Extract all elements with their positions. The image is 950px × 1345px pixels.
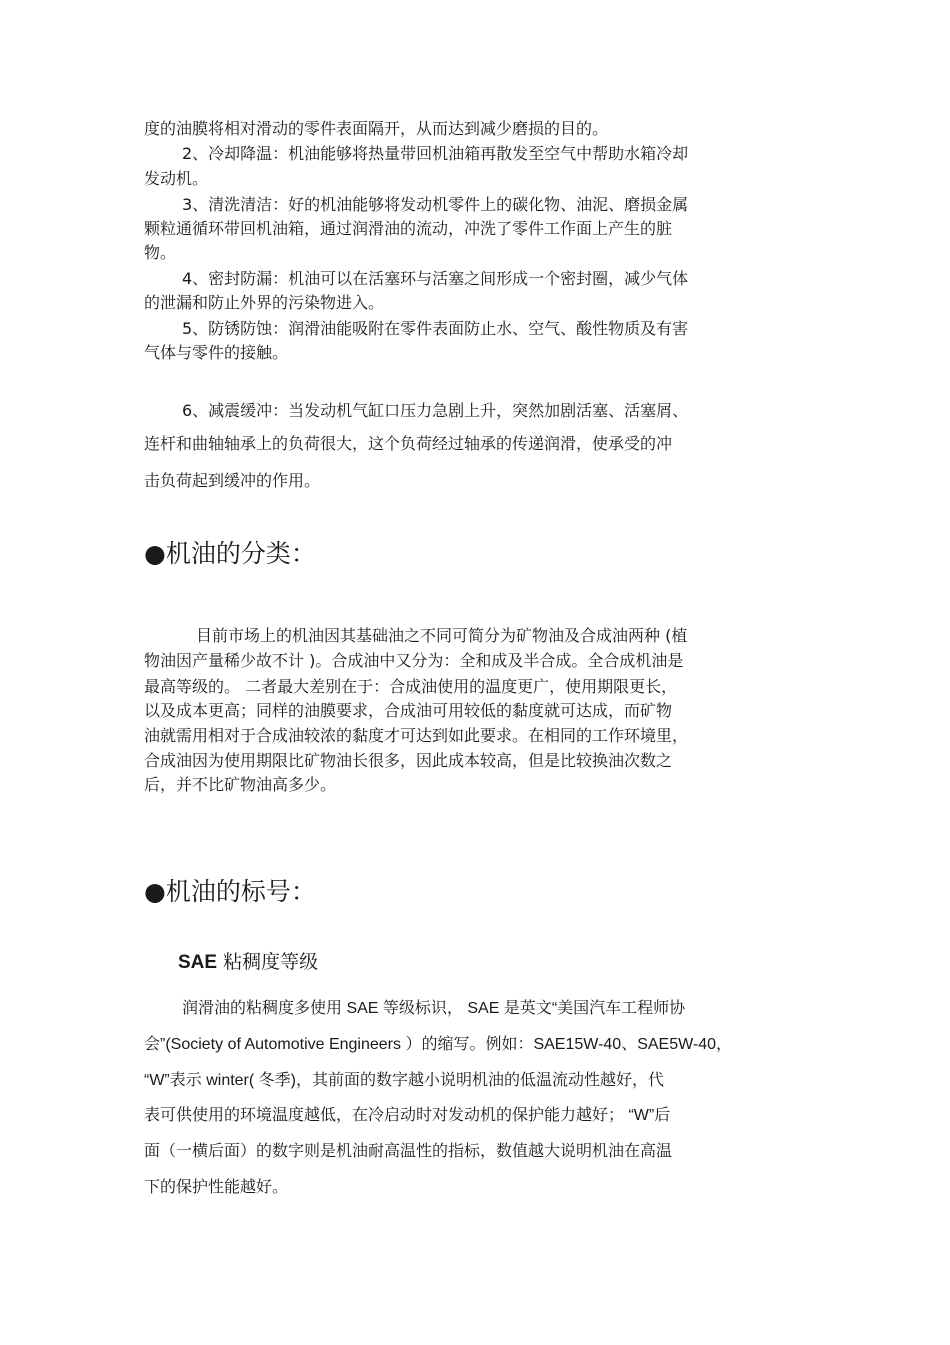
labeling-line-4: 表可供使用的环境温度越低，在冷启动时对发动机的保护能力越好； “W”后 [144, 1107, 671, 1124]
function-6-line-2: 连杆和曲轴轴承上的负荷很大，这个负荷经过轴承的传递润滑，使承受的冲 [144, 434, 673, 453]
function-3-line-1: 3、清洗清洁：好的机油能够将发动机零件上的碳化物、油泥、磨损金属 [182, 195, 689, 214]
classification-line-1: 目前市场上的机油因其基础油之不同可简分为矿物油及合成油两种 (植 [196, 626, 688, 645]
classification-line-7: 后，并不比矿物油高多少。 [144, 775, 337, 794]
labeling-line-3: “W”表示 winter( 冬季)，其前面的数字越小说明机油的低温流动性越好，代 [144, 1072, 664, 1089]
function-6-line-1: 6、减震缓冲：当发动机气缸口压力急剧上升，突然加剧活塞、活塞屑、 [182, 401, 689, 420]
function-6-line-3: 击负荷起到缓冲的作用。 [144, 471, 321, 490]
function-5-line-1: 5、防锈防蚀：润滑油能吸附在零件表面防止水、空气、酸性物质及有害 [182, 319, 689, 338]
sae-subheading-text: 粘稠度等级 [217, 951, 319, 973]
labeling-line-2: 会”(Society of Automotive Engineers ）的缩写。例如：SAE15W-40、SAE5W-40， [144, 1036, 733, 1053]
sae-label: SAE [178, 952, 218, 973]
labeling-line-6: 下的保护性能越好。 [144, 1179, 289, 1196]
function-3-line-3: 物。 [144, 243, 177, 262]
classification-line-3: 最高等级的。 二者最大差别在于：合成油使用的温度更广，使用期限更长， [144, 677, 678, 696]
classification-line-2: 物油因产量稀少故不计 )。合成油中又分为：全和成及半合成。全合成机油是 [144, 651, 684, 670]
labeling-line-1: 润滑油的粘稠度多使用 SAE 等级标识， SAE 是英文“美国汽车工程师协 [182, 1000, 686, 1017]
labeling-heading: ●机油的标号： [144, 877, 316, 906]
classification-line-6: 合成油因为使用期限比矿物油长很多，因此成本较高，但是比较换油次数之 [144, 751, 673, 770]
classification-line-5: 油就需用相对于合成油较浓的黏度才可达到如此要求。在相同的工作环境里， [144, 726, 689, 745]
function-4-line-1: 4、密封防漏：机油可以在活塞环与活塞之间形成一个密封圈，减少气体 [182, 269, 689, 288]
labeling-line-5: 面（一横后面）的数字则是机油耐高温性的指标，数值越大说明机油在高温 [144, 1143, 673, 1160]
function-5-line-2: 气体与零件的接触。 [144, 343, 289, 362]
function-3-line-2: 颗粒通循环带回机油箱，通过润滑油的流动，冲洗了零件工作面上产生的脏 [144, 219, 673, 238]
classification-heading: ●机油的分类： [144, 539, 316, 568]
sae-subheading [178, 949, 318, 976]
classification-line-4: 以及成本更高；同样的油膜要求，合成油可用较低的黏度就可达成，而矿物 [144, 701, 673, 720]
function-4-line-2: 的泄漏和防止外界的污染物进入。 [144, 293, 385, 312]
function-2-line-2: 发动机。 [144, 169, 209, 188]
function-2-line-1: 2、冷却降温：机油能够将热量带回机油箱再散发至空气中帮助水箱冷却 [182, 144, 689, 163]
function-1-line-1: 度的油膜将相对滑动的零件表面隔开，从而达到减少磨损的目的。 [144, 119, 609, 138]
